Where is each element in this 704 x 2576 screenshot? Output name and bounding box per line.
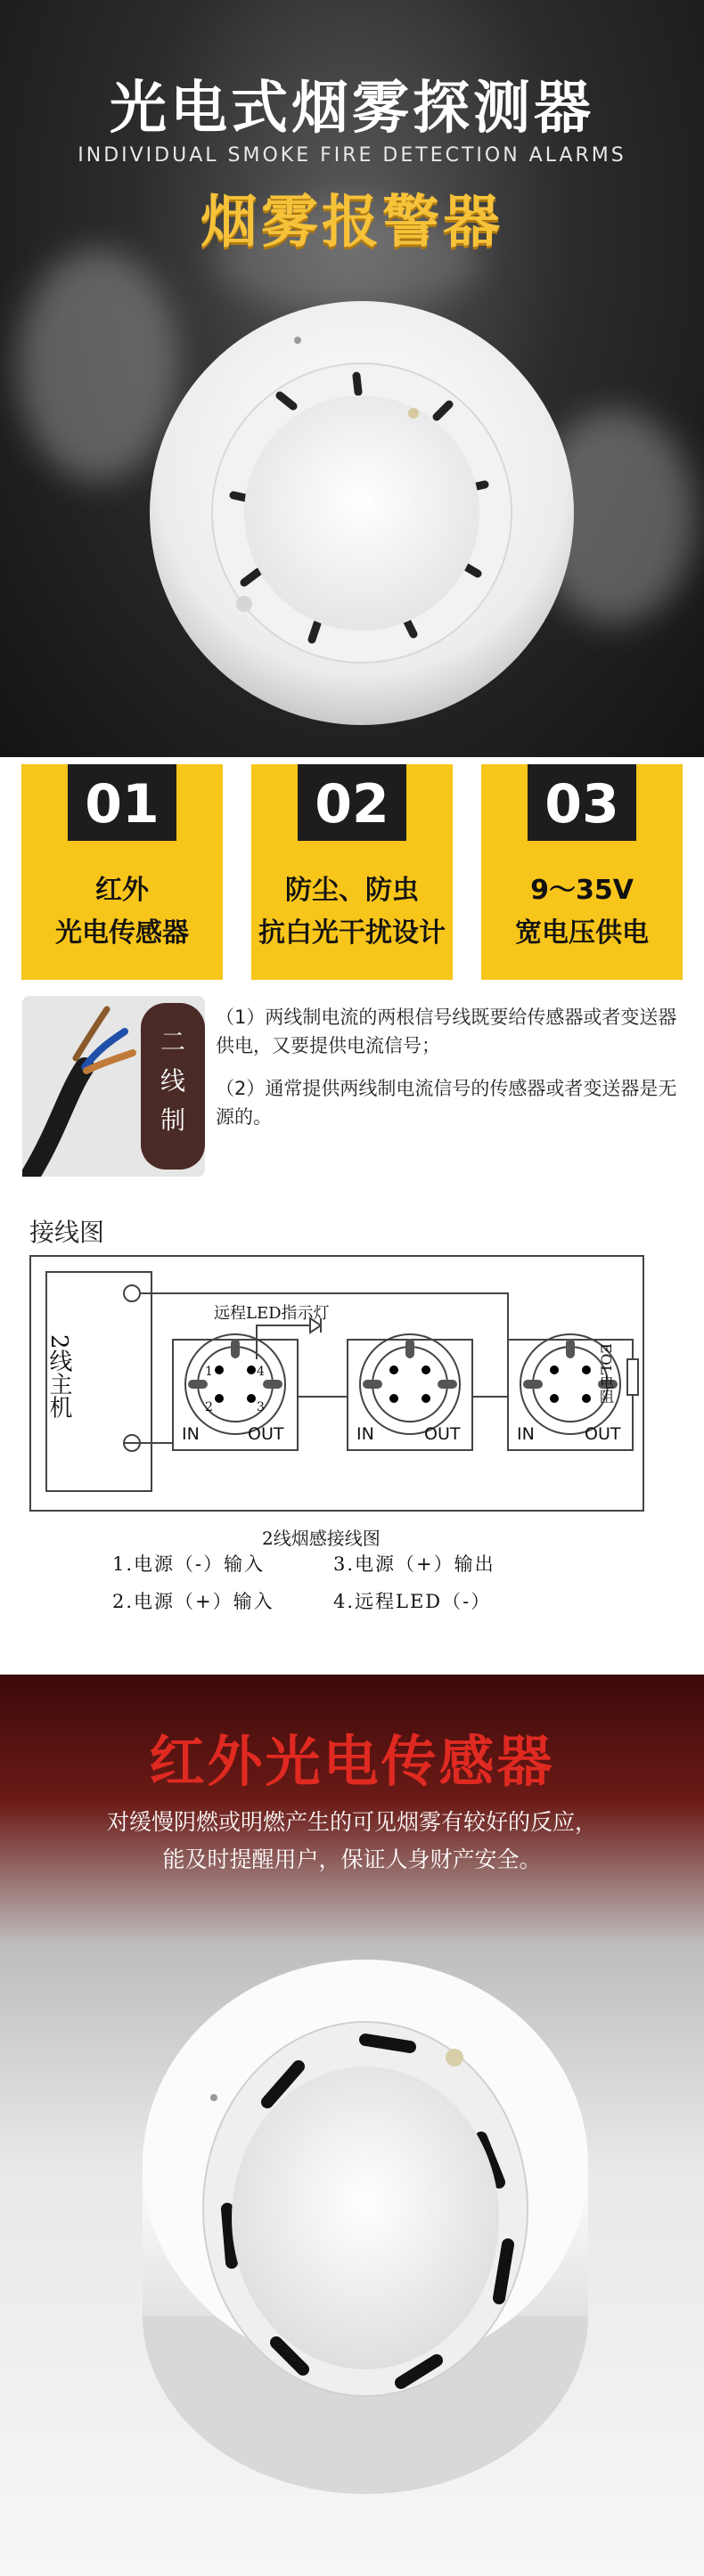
terminal-label: 3 — [257, 1400, 265, 1414]
terminal-label: 1 — [205, 1365, 213, 1379]
legend-item: 1.电源（-）输入 — [112, 1553, 266, 1575]
tag-char: 制 — [160, 1105, 185, 1135]
feature-card-1 — [21, 764, 223, 980]
port-label: OUT — [248, 1424, 284, 1444]
tag-char: 线 — [160, 1066, 185, 1096]
feature-line2: 光电传感器 — [55, 917, 189, 949]
diagram-caption: 2线烟感接线图 — [262, 1528, 381, 1549]
legend-item: 4.远程LED（-） — [333, 1591, 492, 1612]
feature-line2: 宽电压供电 — [515, 917, 649, 949]
info-paragraph-2: （2）通常提供两线制电流信号的传感器或者变送器是无源的。 — [216, 1078, 677, 1128]
port-label: IN — [517, 1424, 535, 1444]
page-subtitle: INDIVIDUAL SMOKE FIRE DETECTION ALARMS — [78, 144, 626, 167]
terminal-label: 4 — [257, 1365, 265, 1379]
port-label: IN — [182, 1424, 200, 1444]
feature-line1: 9～35V — [530, 875, 634, 906]
legend-item: 3.电源（+）输出 — [333, 1553, 495, 1575]
port-label: OUT — [424, 1424, 461, 1444]
cable-icon — [22, 996, 138, 1177]
smoke-detector-closeup-image — [143, 1942, 588, 2512]
led-label: 远程LED指示灯 — [214, 1304, 330, 1323]
feature-line1: 防尘、防虫 — [285, 875, 419, 906]
sensor-title: 红外光电传感器 — [149, 1729, 555, 1794]
tag-char: 二 — [160, 1027, 185, 1056]
sensor-description-line1: 对缓慢阴燃或明燃产生的可见烟雾有较好的反应， — [106, 1809, 597, 1835]
feature-number: 02 — [298, 764, 406, 841]
hero-banner — [0, 0, 704, 949]
page-title: 光电式烟雾探测器 — [110, 76, 594, 142]
wiring-info-section — [0, 996, 704, 1673]
feature-number: 03 — [528, 764, 636, 841]
feature-card-2 — [251, 764, 453, 980]
eol-label: EOL电阻 — [597, 1343, 615, 1404]
terminal-label: 2 — [205, 1400, 213, 1414]
legend-item: 2.电源（+）输入 — [112, 1591, 274, 1612]
feature-row — [0, 764, 704, 992]
port-label: IN — [356, 1424, 374, 1444]
port-label: OUT — [585, 1424, 621, 1444]
smoke-detector-image — [146, 298, 577, 729]
host-label: 2线主机 — [45, 1334, 72, 1419]
wiring-title: 接线图 — [29, 1218, 105, 1247]
feature-line1: 红外 — [95, 875, 149, 906]
two-wire-tag — [141, 1003, 205, 1170]
feature-card-3 — [481, 764, 683, 980]
page-tagline: 烟雾报警器 — [201, 190, 503, 256]
sensor-section — [0, 1675, 704, 2576]
info-paragraph-1: （1）两线制电流的两根信号线既要给传感器或者变送器供电，又要提供电流信号； — [216, 1007, 677, 1056]
cable-image-box — [22, 996, 205, 1177]
sensor-description-line2: 能及时提醒用户，保证人身财产安全。 — [162, 1846, 542, 1872]
feature-line2: 抗白光干扰设计 — [258, 917, 446, 949]
feature-number: 01 — [68, 764, 176, 841]
